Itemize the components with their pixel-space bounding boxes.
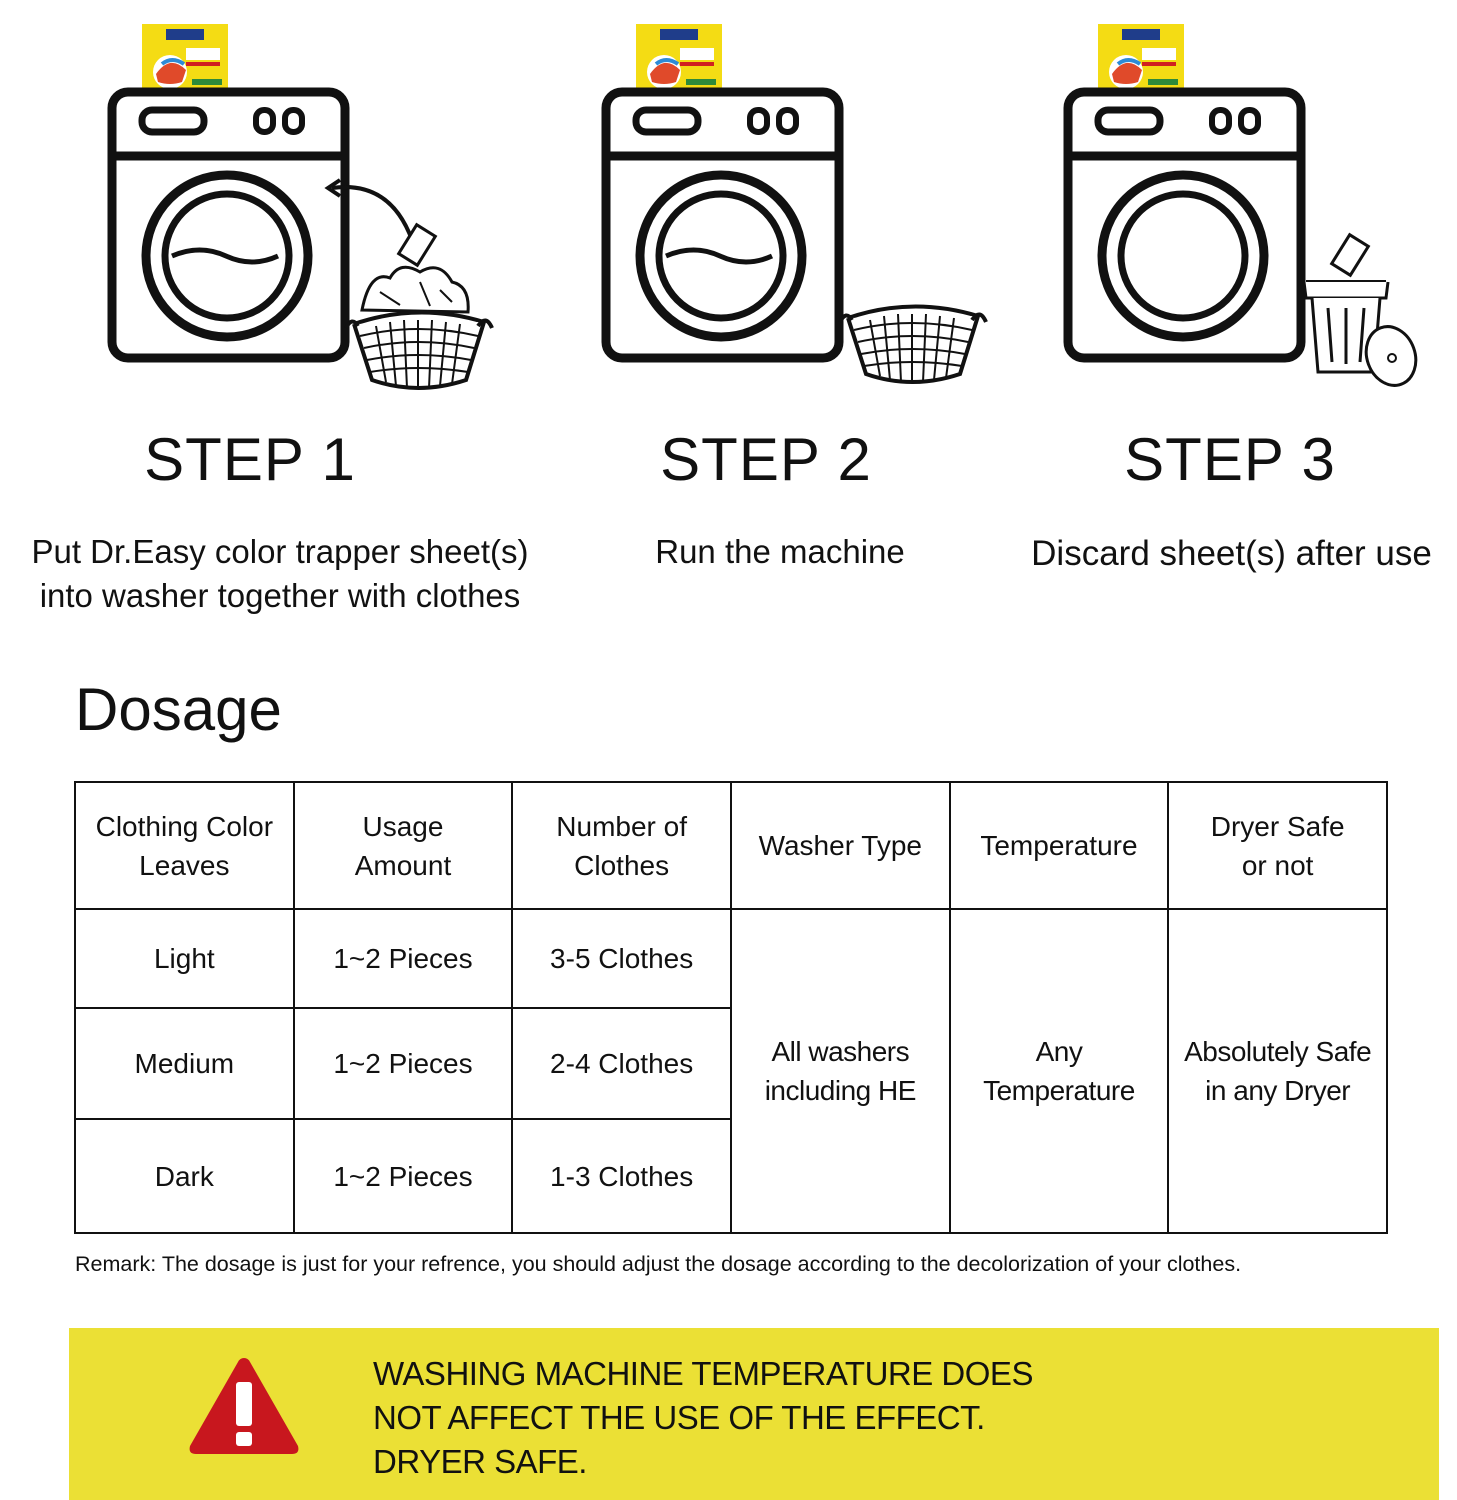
table-row (75, 909, 1387, 1008)
step-3-title: STEP 3 (1124, 426, 1336, 493)
cell-color: Light (75, 909, 294, 1008)
empty-basket-icon (840, 306, 986, 383)
cell-text: Any (1035, 1036, 1083, 1067)
laundry-basket-icon (346, 312, 492, 389)
dosage-title: Dosage (75, 676, 282, 743)
dosage-table (74, 781, 1388, 1234)
cell-text: Temperature (983, 1075, 1135, 1106)
cell-amount: 1~2 Pieces (294, 1008, 513, 1119)
warning-triangle-icon (186, 1354, 302, 1458)
cell-temperature (950, 909, 1169, 1233)
header-text: Leaves (139, 849, 230, 881)
dosage-remark: Remark: The dosage is just for your refrence, you should adjust the dosage according to the decolorization of your clothes. (75, 1252, 1242, 1276)
cell-dryer-safe (1168, 909, 1387, 1233)
header-text: Clothing Color (95, 810, 274, 842)
step-2-description (600, 530, 960, 574)
cell-clothes: 1-3 Clothes (512, 1119, 731, 1233)
washing-machine-icon (1068, 92, 1301, 358)
header-text: Amount (354, 849, 452, 881)
cell-amount: 1~2 Pieces (294, 909, 513, 1008)
cell-washer-type (731, 909, 950, 1233)
step-1-illustration (100, 20, 500, 400)
washing-machine-icon (112, 92, 345, 358)
header-dryer-safe (1168, 782, 1387, 909)
washing-machine-icon (606, 92, 839, 358)
cell-text: Absolutely Safe (1184, 1036, 1372, 1067)
warning-text (373, 1352, 1033, 1484)
header-text: Clothes (574, 849, 670, 881)
step-3-description (1006, 532, 1457, 576)
step-1-title: STEP 1 (144, 426, 356, 493)
step-2-illustration (594, 20, 994, 400)
header-number-of-clothes (512, 782, 731, 909)
product-box-icon (142, 24, 228, 90)
step-3-illustration (1056, 20, 1456, 400)
table-header-row (75, 782, 1387, 909)
header-text: or not (1241, 849, 1314, 881)
header-text: Number of (556, 810, 687, 842)
cell-color: Dark (75, 1119, 294, 1233)
header-text: Dryer Safe (1210, 810, 1345, 842)
step-1-description (0, 530, 560, 618)
cell-color: Medium (75, 1008, 294, 1119)
header-usage-amount (294, 782, 513, 909)
step-2-line-1: Run the machine (655, 533, 905, 570)
header-temperature (950, 782, 1169, 909)
header-text: Washer Type (758, 830, 922, 861)
header-clothing-color (75, 782, 294, 909)
cell-amount: 1~2 Pieces (294, 1119, 513, 1233)
step-2-title: STEP 2 (660, 426, 872, 493)
step-1-line-2: into washer together with clothes (39, 577, 521, 614)
warning-line-2: NOT AFFECT THE USE OF THE EFFECT. (373, 1399, 985, 1436)
step-1-line-1: Put Dr.Easy color trapper sheet(s) (31, 533, 529, 570)
header-washer-type (731, 782, 950, 909)
cell-text: in any Dryer (1205, 1075, 1351, 1106)
warning-line-1: WASHING MACHINE TEMPERATURE DOES (373, 1355, 1033, 1392)
cell-text: All washers (771, 1036, 910, 1067)
header-text: Usage (362, 810, 444, 842)
cell-clothes: 3-5 Clothes (512, 909, 731, 1008)
product-box-icon (636, 24, 722, 90)
header-text: Temperature (980, 830, 1138, 861)
cell-text: including HE (764, 1075, 916, 1106)
product-box-icon (1098, 24, 1184, 90)
warning-line-3: DRYER SAFE. (373, 1443, 587, 1480)
warning-banner (69, 1328, 1439, 1500)
step-3-line-1: Discard sheet(s) after use (1031, 534, 1432, 573)
cell-clothes: 2-4 Clothes (512, 1008, 731, 1119)
